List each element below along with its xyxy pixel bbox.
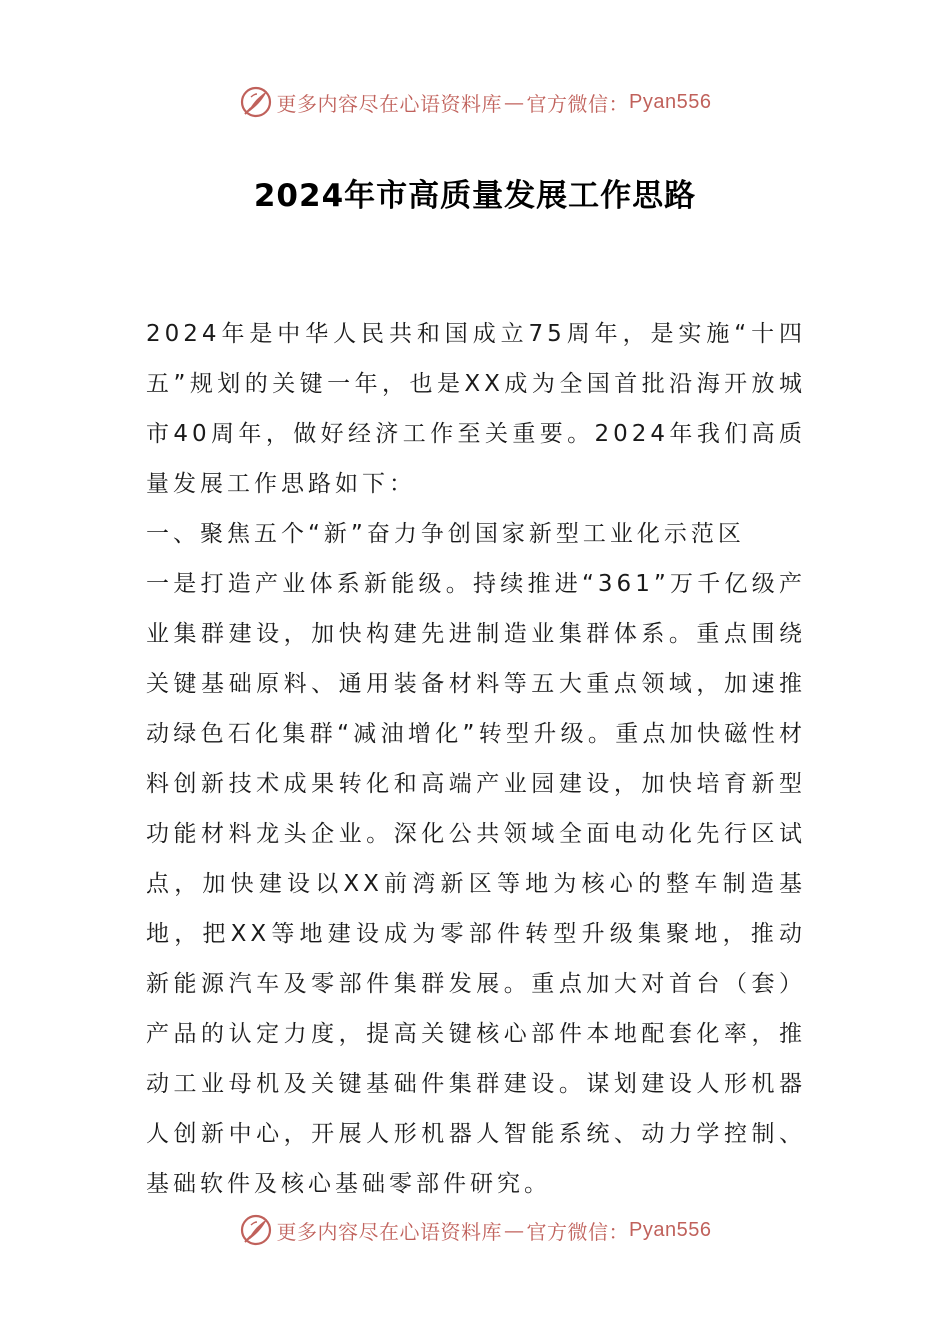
footer-watermark [0, 1210, 950, 1250]
section-heading: 一、聚焦五个“新”奋力争创国家新型工业化示范区 [146, 521, 745, 547]
watermark-text: 更多内容尽在心语资料库 [276, 91, 503, 116]
document-title: 2024年市高质量发展工作思路 [253, 178, 697, 214]
watermark-wechat-id: Pyan556 [629, 1218, 712, 1241]
body-paragraph: 一是打造产业体系新能级。持续推进“361”万千亿级产业集群建设，加快构建先进制造业集群体系。重点围绕关键基础原料、通用装备材料等五大重点领域，加速推动绿色石化集群“减油增化”转型升级。重点加快磁性材料创新技术成果转化和高端产业园建设，加快培育新型功能材料龙头企业。深化公共领域全面电动化先行区试点，加快建设以XX前湾新区等地为核心的整车制造基地，把XX等地建设成为零部件转型升级集聚地，推动新能源汽车及零部件集群发展。重点加大对首台（套）产品的认定力度，提高关键核心部件本地配套化率，推动工业母机及关键基础件集群建设。谋划建设人形机器人创新中心，开展人形机器人智能系统、动力学控制、基础软件及核心基础零部件研究。 [146, 571, 806, 1197]
watermark-wechat-label: 官方微信： [526, 91, 630, 116]
intro-paragraph: 2024年是中华人民共和国成立75周年，是实施“十四五”规划的关键一年，也是XX成为全国首批沿海开放城市40周年，做好经济工作至关重要。2024年我们高质量发展工作思路如下： [146, 321, 806, 497]
document-body [146, 309, 806, 1209]
watermark-dash: — [504, 1218, 525, 1242]
watermark-wechat-label: 官方微信： [526, 1219, 630, 1244]
quill-logo-icon [239, 1213, 273, 1247]
watermark-wechat-id: Pyan556 [629, 90, 712, 113]
watermark-text: 更多内容尽在心语资料库 [276, 1219, 503, 1244]
header-watermark [0, 82, 950, 122]
quill-logo-icon [239, 85, 273, 119]
watermark-dash: — [504, 90, 525, 114]
